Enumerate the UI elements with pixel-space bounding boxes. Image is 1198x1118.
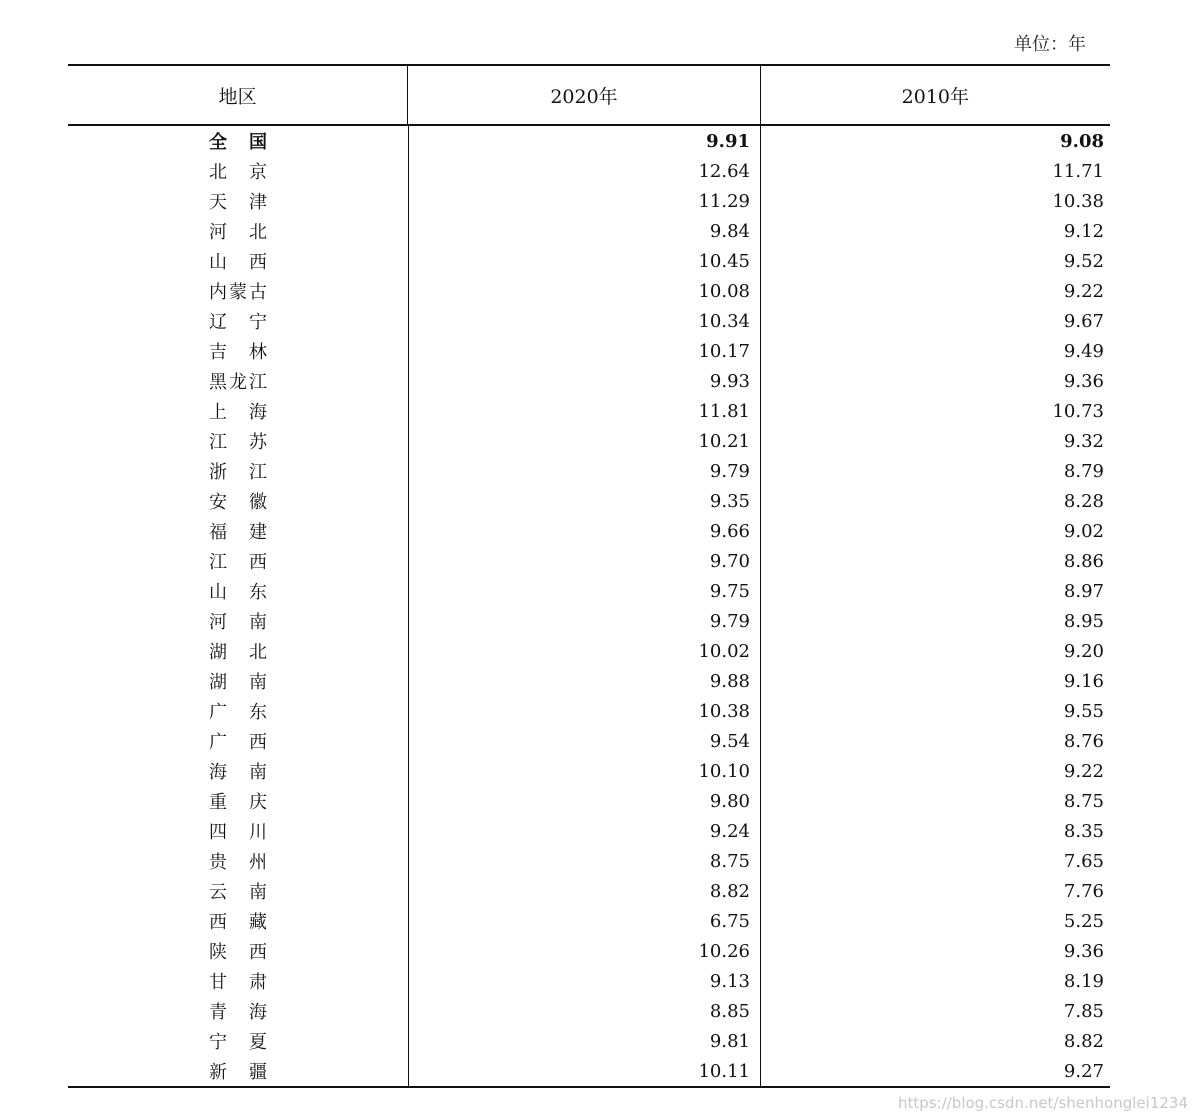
value-2010: 9.16 [760, 666, 1110, 696]
value-2020: 12.64 [408, 156, 760, 186]
region-cell [68, 936, 408, 966]
region-cell [68, 186, 408, 216]
table-row [68, 966, 1110, 996]
region-name: 江苏 [209, 432, 267, 453]
table-row [68, 726, 1110, 756]
region-cell [68, 546, 408, 576]
region-cell [68, 426, 408, 456]
value-2010: 8.19 [760, 966, 1110, 996]
table-row [68, 126, 1110, 156]
region-name: 西藏 [209, 912, 267, 933]
value-2010: 9.27 [760, 1056, 1110, 1086]
value-2020: 10.10 [408, 756, 760, 786]
region-cell [68, 1026, 408, 1056]
value-2010: 9.08 [760, 126, 1110, 156]
region-name: 青海 [209, 1002, 267, 1023]
region-name: 安徽 [209, 492, 267, 513]
value-2010: 9.49 [760, 336, 1110, 366]
region-name: 重庆 [209, 792, 267, 813]
region-name: 甘肃 [209, 972, 267, 993]
region-cell [68, 966, 408, 996]
value-2020: 9.88 [408, 666, 760, 696]
region-name: 天津 [209, 192, 267, 213]
value-2010: 8.79 [760, 456, 1110, 486]
value-2020: 10.21 [408, 426, 760, 456]
table-row [68, 396, 1110, 426]
table-row [68, 636, 1110, 666]
value-2010: 8.35 [760, 816, 1110, 846]
region-name: 河南 [209, 612, 267, 633]
table-row [68, 336, 1110, 366]
header-region: 地区 [218, 85, 257, 108]
region-name: 广东 [209, 702, 267, 723]
region-cell [68, 786, 408, 816]
value-2010: 9.36 [760, 366, 1110, 396]
region-name: 辽宁 [209, 312, 267, 333]
value-2010: 7.76 [760, 876, 1110, 906]
region-cell [68, 126, 408, 156]
value-2020: 9.35 [408, 486, 760, 516]
region-cell [68, 246, 408, 276]
value-2020: 10.45 [408, 246, 760, 276]
region-name: 广西 [209, 732, 267, 753]
value-2010: 9.36 [760, 936, 1110, 966]
table-row [68, 906, 1110, 936]
table-row [68, 606, 1110, 636]
region-name: 江西 [209, 552, 267, 573]
region-name: 湖北 [209, 642, 267, 663]
value-2020: 9.81 [408, 1026, 760, 1056]
table-row [68, 786, 1110, 816]
value-2020: 11.29 [408, 186, 760, 216]
table-row [68, 276, 1110, 306]
value-2010: 8.82 [760, 1026, 1110, 1056]
table-row [68, 756, 1110, 786]
value-2010: 7.65 [760, 846, 1110, 876]
region-cell [68, 696, 408, 726]
table-row [68, 876, 1110, 906]
region-cell [68, 606, 408, 636]
value-2020: 8.82 [408, 876, 760, 906]
table-row [68, 426, 1110, 456]
region-cell [68, 516, 408, 546]
table-row [68, 486, 1110, 516]
value-2020: 8.85 [408, 996, 760, 1026]
region-cell [68, 846, 408, 876]
region-cell [68, 636, 408, 666]
region-cell [68, 486, 408, 516]
region-cell [68, 336, 408, 366]
value-2010: 8.76 [760, 726, 1110, 756]
value-2020: 9.54 [408, 726, 760, 756]
region-cell [68, 666, 408, 696]
value-2020: 6.75 [408, 906, 760, 936]
table-row [68, 546, 1110, 576]
region-cell [68, 216, 408, 246]
region-cell [68, 1056, 408, 1086]
region-name: 云南 [209, 882, 267, 903]
value-2010: 5.25 [760, 906, 1110, 936]
value-2010: 9.67 [760, 306, 1110, 336]
region-cell [68, 396, 408, 426]
value-2010: 11.71 [760, 156, 1110, 186]
table-row [68, 1026, 1110, 1056]
value-2020: 9.79 [408, 456, 760, 486]
region-name: 海南 [209, 762, 267, 783]
region-name: 浙江 [209, 462, 267, 483]
region-cell [68, 276, 408, 306]
value-2010: 8.28 [760, 486, 1110, 516]
data-table [68, 64, 1110, 1088]
unit-label: 单位：年 [1014, 34, 1086, 55]
value-2020: 10.08 [408, 276, 760, 306]
value-2020: 10.02 [408, 636, 760, 666]
table-row [68, 156, 1110, 186]
table-row [68, 936, 1110, 966]
value-2020: 10.26 [408, 936, 760, 966]
value-2020: 9.70 [408, 546, 760, 576]
value-2010: 9.20 [760, 636, 1110, 666]
value-2020: 9.84 [408, 216, 760, 246]
table-row [68, 306, 1110, 336]
region-cell [68, 306, 408, 336]
value-2010: 8.86 [760, 546, 1110, 576]
value-2020: 9.79 [408, 606, 760, 636]
table-row [68, 846, 1110, 876]
region-name: 山东 [209, 582, 267, 603]
value-2020: 9.13 [408, 966, 760, 996]
value-2010: 10.73 [760, 396, 1110, 426]
value-2020: 10.38 [408, 696, 760, 726]
region-name: 北京 [209, 162, 267, 183]
region-name: 福建 [209, 522, 267, 543]
table-row [68, 456, 1110, 486]
value-2010: 9.22 [760, 276, 1110, 306]
region-name: 河北 [209, 222, 267, 243]
value-2010: 8.75 [760, 786, 1110, 816]
region-name: 全国 [209, 132, 267, 153]
header-2020: 2020年 [407, 66, 759, 124]
region-name: 吉林 [209, 342, 267, 363]
region-cell [68, 816, 408, 846]
table-row [68, 666, 1110, 696]
value-2020: 8.75 [408, 846, 760, 876]
value-2010: 10.38 [760, 186, 1110, 216]
table-row [68, 696, 1110, 726]
region-name: 黑龙江 [209, 372, 267, 393]
value-2010: 7.85 [760, 996, 1110, 1026]
table-row [68, 516, 1110, 546]
table-row [68, 216, 1110, 246]
region-name: 内蒙古 [209, 282, 267, 303]
region-cell [68, 576, 408, 606]
region-cell [68, 906, 408, 936]
table-body [68, 126, 1110, 1088]
watermark: https://blog.csdn.net/shenhonglei1234 [898, 1094, 1188, 1112]
value-2010: 9.02 [760, 516, 1110, 546]
region-name: 新疆 [209, 1062, 267, 1083]
region-cell [68, 726, 408, 756]
value-2020: 10.17 [408, 336, 760, 366]
value-2010: 8.95 [760, 606, 1110, 636]
table-row [68, 366, 1110, 396]
value-2020: 11.81 [408, 396, 760, 426]
value-2020: 10.34 [408, 306, 760, 336]
value-2010: 9.22 [760, 756, 1110, 786]
value-2010: 9.12 [760, 216, 1110, 246]
value-2020: 9.75 [408, 576, 760, 606]
table-row [68, 246, 1110, 276]
value-2010: 9.52 [760, 246, 1110, 276]
region-name: 贵州 [209, 852, 267, 873]
table-row [68, 576, 1110, 606]
region-name: 湖南 [209, 672, 267, 693]
region-cell [68, 456, 408, 486]
region-name: 陕西 [209, 942, 267, 963]
region-cell [68, 156, 408, 186]
value-2020: 9.91 [408, 126, 760, 156]
region-name: 宁夏 [209, 1032, 267, 1053]
region-cell [68, 366, 408, 396]
value-2020: 10.11 [408, 1056, 760, 1086]
table-row [68, 1056, 1110, 1086]
value-2020: 9.93 [408, 366, 760, 396]
value-2020: 9.80 [408, 786, 760, 816]
value-2010: 9.55 [760, 696, 1110, 726]
value-2010: 9.32 [760, 426, 1110, 456]
table-row [68, 996, 1110, 1026]
region-cell [68, 996, 408, 1026]
table-row [68, 186, 1110, 216]
region-cell [68, 756, 408, 786]
region-cell [68, 876, 408, 906]
header-2010: 2010年 [760, 66, 1110, 124]
region-name: 山西 [209, 252, 267, 273]
table-header [68, 64, 1110, 126]
table-row [68, 816, 1110, 846]
value-2010: 8.97 [760, 576, 1110, 606]
region-name: 四川 [209, 822, 267, 843]
value-2020: 9.66 [408, 516, 760, 546]
region-name: 上海 [209, 402, 267, 423]
value-2020: 9.24 [408, 816, 760, 846]
